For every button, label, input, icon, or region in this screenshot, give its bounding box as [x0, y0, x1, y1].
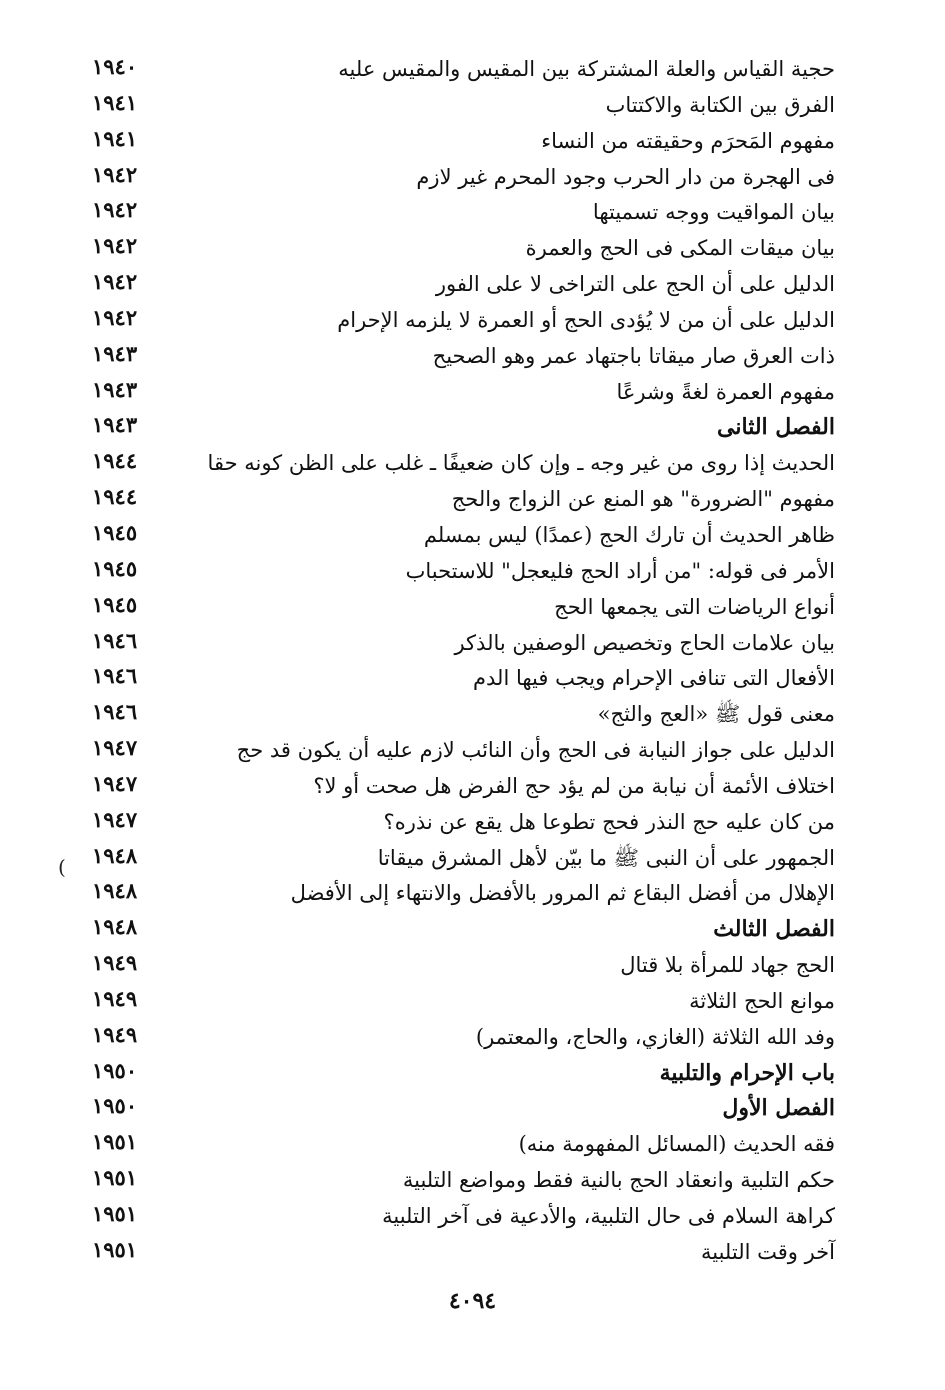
index-entry — [0, 1091, 945, 1127]
entry-page-number: ١٩٤٤ — [92, 448, 138, 474]
entry-page-number: ١٩٤٨ — [92, 914, 138, 940]
index-entry — [0, 160, 945, 196]
index-entry — [0, 1199, 945, 1235]
index-entry — [0, 195, 945, 231]
entry-page-number: ١٩٤٧ — [92, 806, 138, 832]
index-entry — [0, 876, 945, 912]
entry-page-number: ١٩٤٥ — [92, 591, 138, 617]
entry-title: بيان المواقيت ووجه تسميتها — [592, 200, 835, 225]
entry-title: اختلاف الأئمة أن نيابة من لم يؤد حج الفرض هل صحت أو لا؟ — [313, 773, 835, 798]
entry-page-number: ١٩٤٢ — [92, 233, 138, 259]
entry-page-number: ١٩٥١ — [92, 1236, 138, 1262]
entry-page-number: ١٩٥١ — [92, 1201, 138, 1226]
entry-page-number: ١٩٤١ — [92, 89, 138, 115]
entry-title: الحج جهاد للمرأة بلا قتال — [620, 953, 835, 978]
entry-title: حكم التلبية وانعقاد الحج بالنية فقط ومواضع التلبية — [402, 1168, 835, 1193]
entry-page-number: ١٩٤٩ — [92, 950, 138, 976]
entry-page-number: ١٩٤٢ — [92, 161, 138, 187]
entry-title: مفهوم "الضرورة" هو المنع عن الزواج والحج — [451, 487, 835, 512]
index-entry — [0, 267, 945, 303]
entry-page-number: ١٩٥٠ — [92, 1057, 138, 1083]
index-entry — [0, 1235, 945, 1271]
entry-title: الأفعال التى تنافى الإحرام ويجب فيها الدم — [473, 666, 835, 691]
index-entry — [0, 948, 945, 984]
index-entry — [0, 1020, 945, 1056]
entry-page-number: ١٩٤٠ — [92, 54, 138, 79]
index-entry — [0, 446, 945, 482]
entry-page-number: ١٩٤٧ — [92, 770, 138, 796]
entry-page-number: ١٩٤٣ — [92, 412, 138, 438]
index-entry — [0, 697, 945, 733]
entry-title: معنى قول ﷺ «العج والثج» — [597, 702, 835, 727]
entry-title: بيان ميقات المكى فى الحج والعمرة — [525, 236, 835, 261]
entry-page-number: ١٩٤٨ — [92, 878, 138, 904]
index-entry — [0, 984, 945, 1020]
index-list — [0, 52, 945, 1271]
entry-page-number: ١٩٤٦ — [92, 627, 138, 653]
entry-page-number: ١٩٤٦ — [92, 699, 138, 725]
entry-title: الأمر فى قوله: "من أراد الحج فليعجل" للاستحباب — [405, 558, 835, 583]
entry-title: ظاهر الحديث أن تارك الحج (عمدًا) ليس بمسلم — [423, 522, 835, 547]
section-heading: باب الإحرام والتلبية — [659, 1059, 835, 1086]
section-heading: الفصل الأول — [722, 1095, 835, 1122]
entry-page-number: ١٩٤٤ — [92, 484, 138, 510]
entry-title: موانع الحج الثلاثة — [689, 988, 835, 1013]
entry-title: آخر وقت التلبية — [700, 1239, 835, 1264]
section-heading: الفصل الثالث — [713, 916, 835, 943]
entry-title: وفد الله الثلاثة (الغازي، والحاج، والمعتمر) — [475, 1024, 835, 1049]
margin-mark: ( — [58, 855, 66, 879]
entry-page-number: ١٩٤٣ — [92, 376, 138, 402]
index-entry — [0, 805, 945, 841]
entry-title: الجمهور على أن النبى ﷺ ما بيّن لأهل المشرق ميقاتا — [377, 845, 835, 870]
entry-page-number: ١٩٤٢ — [92, 304, 138, 330]
entry-page-number: ١٩٤٩ — [92, 1021, 138, 1047]
entry-page-number: ١٩٥١ — [92, 1165, 138, 1191]
index-entry — [0, 661, 945, 697]
entry-page-number: ١٩٤٩ — [92, 985, 138, 1011]
index-entry — [0, 303, 945, 339]
entry-title: فقه الحديث (المسائل المفهومة منه) — [518, 1132, 835, 1157]
entry-page-number: ١٩٤٨ — [92, 842, 138, 868]
index-entry — [0, 769, 945, 805]
entry-title: الدليل على جواز النيابة فى الحج وأن النائب لازم عليه أن يكون قد حج — [236, 738, 835, 763]
index-entry — [0, 518, 945, 554]
index-entry — [0, 1127, 945, 1163]
index-entry — [0, 231, 945, 267]
index-entry — [0, 841, 945, 877]
entry-page-number: ١٩٤٣ — [92, 340, 138, 366]
entry-page-number: ١٩٤٢ — [92, 269, 138, 295]
entry-title: فى الهجرة من دار الحرب وجود المحرم غير لازم — [416, 164, 835, 189]
entry-page-number: ١٩٤١ — [92, 125, 138, 151]
entry-page-number: ١٩٤٥ — [92, 555, 138, 581]
index-entry — [0, 626, 945, 662]
entry-title: الإهلال من أفضل البقاع ثم المرور بالأفضل والانتهاء إلى الأفضل — [290, 881, 835, 906]
index-entry — [0, 339, 945, 375]
entry-page-number: ١٩٥٠ — [92, 1093, 138, 1119]
entry-title: كراهة السلام فى حال التلبية، والأدعية فى آخر التلبية — [382, 1204, 835, 1228]
entry-title: الدليل على أن من لا يُؤدى الحج أو العمرة لا يلزمه الإحرام — [337, 307, 835, 332]
entry-title: الفرق بين الكتابة والاكتتاب — [605, 92, 835, 117]
entry-title: الدليل على أن الحج على التراخى لا على الفور — [435, 272, 835, 297]
entry-title: مفهوم المَحرَم وحقيقته من النساء — [541, 128, 835, 153]
index-entry — [0, 1163, 945, 1199]
section-heading: الفصل الثانى — [717, 414, 835, 441]
index-entry — [0, 1056, 945, 1092]
index-entry — [0, 590, 945, 626]
entry-page-number: ١٩٥١ — [92, 1129, 138, 1155]
entry-page-number: ١٩٤٦ — [92, 663, 138, 689]
entry-title: من كان عليه حج النذر فحج تطوعا هل يقع عن نذره؟ — [383, 809, 835, 834]
entry-title: أنواع الرياضات التى يجمعها الحج — [554, 594, 835, 619]
entry-title: بيان علامات الحاج وتخصيص الوصفين بالذكر — [454, 630, 835, 655]
entry-page-number: ١٩٤٢ — [92, 197, 138, 223]
index-entry — [0, 410, 945, 446]
index-entry — [0, 912, 945, 948]
index-entry — [0, 88, 945, 124]
index-entry — [0, 482, 945, 518]
page-number-footer: ٤٠٩٤ — [448, 1288, 497, 1314]
index-entry — [0, 375, 945, 411]
entry-title: مفهوم العمرة لغةً وشرعًا — [616, 379, 835, 404]
index-entry — [0, 124, 945, 160]
entry-page-number: ١٩٤٥ — [92, 519, 138, 545]
index-entry — [0, 52, 945, 88]
entry-page-number: ١٩٤٧ — [92, 735, 138, 761]
entry-title: حجية القياس والعلة المشتركة بين المقيس والمقيس عليه — [338, 57, 835, 81]
index-entry — [0, 554, 945, 590]
entry-title: الحديث إذا روى من غير وجه ـ وإن كان ضعيفًا ـ غلب على الظن كونه حقا — [207, 451, 835, 476]
index-entry — [0, 733, 945, 769]
entry-title: ذات العرق صار ميقاتا باجتهاد عمر وهو الصحيح — [432, 343, 835, 368]
